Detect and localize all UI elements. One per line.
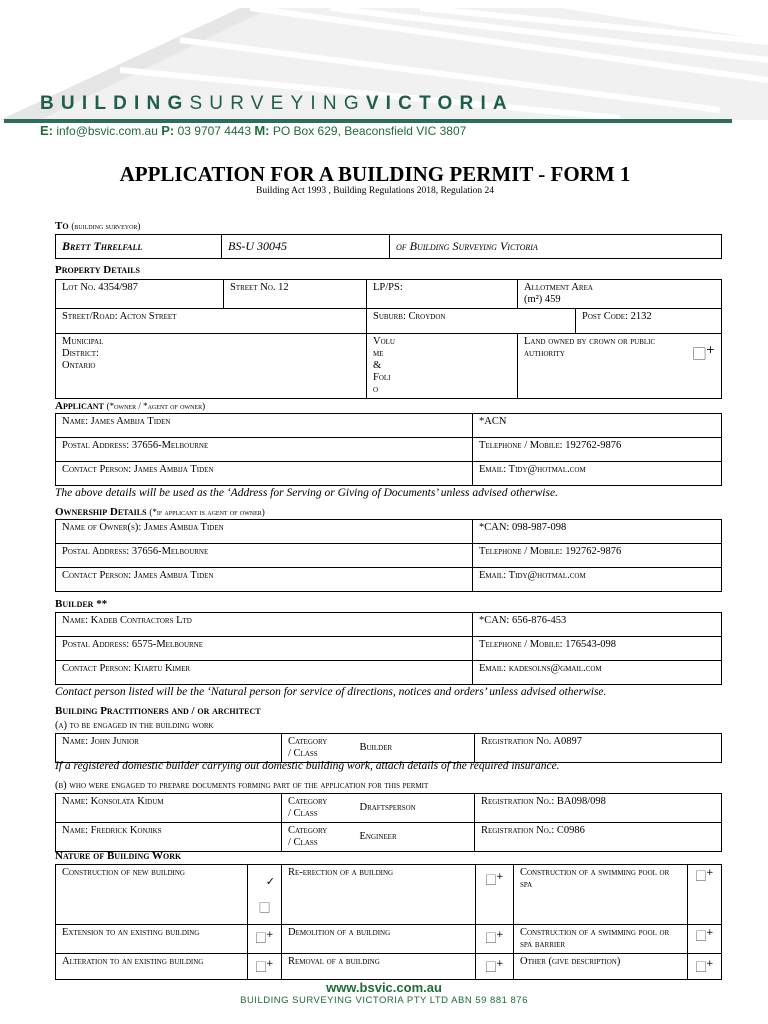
to-table bbox=[55, 234, 722, 259]
nature-pool-barrier-label: Construction of a swimming pool or spa barrier bbox=[514, 925, 688, 954]
nature-removal-label: Removal of a building bbox=[282, 954, 476, 980]
surveyor-code[interactable]: BS-U 30045 bbox=[222, 235, 390, 259]
ownership-table bbox=[55, 519, 722, 592]
builder-email-field[interactable]: Email: kadesolns@gmail.com bbox=[473, 661, 722, 685]
surveyor-company[interactable]: of Building Surveying Victoria bbox=[390, 235, 722, 259]
applicant-postal-field[interactable]: Postal Address: 37656-Melbourne bbox=[56, 438, 473, 462]
insurance-note: If a registered domestic builder carrying out domestic building work, attach details of the required insurance. bbox=[55, 760, 560, 772]
nature-other-checkbox-icon[interactable]: ⃞+ bbox=[688, 954, 722, 980]
footer-url[interactable]: www.bsvic.com.au bbox=[326, 980, 442, 995]
practitioner-a-name-field[interactable]: Name: John Junior bbox=[56, 734, 282, 763]
postcode-field[interactable]: Post Code: 2132 bbox=[576, 309, 722, 334]
nature-heading: Nature of Building Work bbox=[55, 850, 182, 862]
nature-other-label: Other (give description) bbox=[514, 954, 688, 980]
contact-line: E: info@bsvic.com.au P: 03 9707 4443 M: PO Box 629, Beaconsfield VIC 3807 bbox=[40, 123, 467, 138]
allotment-area-field[interactable]: Allotment Area (m²) 459 bbox=[518, 280, 722, 309]
street-number-field[interactable]: Street No. 12 bbox=[224, 280, 367, 309]
property-heading: Property Details bbox=[55, 264, 140, 276]
owner-postal-field[interactable]: Postal Address: 37656-Melbourne bbox=[56, 544, 473, 568]
builder-heading: Builder ** bbox=[55, 598, 108, 610]
surveyor-name[interactable]: Brett Threlfall bbox=[56, 235, 222, 259]
form-title: APPLICATION FOR A BUILDING PERMIT - FORM 1 bbox=[119, 162, 631, 186]
form-subtitle: Building Act 1993 , Building Regulations 2018, Regulation 24 bbox=[255, 186, 495, 196]
applicant-name-field[interactable]: Name: James Ambija Tiden bbox=[56, 414, 473, 438]
builder-table bbox=[55, 612, 722, 685]
nature-re-erection-label: Re-erection of a building bbox=[282, 865, 476, 925]
footer-company: BUILDING SURVEYING VICTORIA PTY LTD ABN 59 881 876 bbox=[240, 995, 528, 1006]
practitioner-b2-registration-field[interactable]: Registration No.: C0986 bbox=[475, 823, 722, 852]
practitioner-b1-name-field[interactable]: Name: Konsolata Kidum bbox=[56, 794, 282, 823]
nature-removal-checkbox-icon[interactable]: ⃞+ bbox=[476, 954, 514, 980]
street-road-field[interactable]: Street/Road: Acton Street bbox=[56, 309, 367, 334]
municipal-district-field[interactable]: Municipal District: Ontario bbox=[56, 334, 367, 399]
applicant-acn-field[interactable]: *ACN bbox=[473, 414, 722, 438]
practitioners-b-label: (b) who were engaged to prepare documents forming part of the application for this permit bbox=[55, 780, 429, 791]
practitioner-b1-category-field[interactable]: Draftsperson bbox=[354, 794, 475, 823]
builder-contact-field[interactable]: Contact Person: Kiartu Kimer bbox=[56, 661, 473, 685]
practitioner-b2-name-field[interactable]: Name: Fredrick Konjiks bbox=[56, 823, 282, 852]
nature-pool-barrier-checkbox-icon[interactable]: ⃞+ bbox=[688, 925, 722, 954]
brand-logo-text: BUILDINGSURVEYINGVICTORIA bbox=[40, 93, 514, 114]
owner-contact-field[interactable]: Contact Person: James Ambija Tiden bbox=[56, 568, 473, 592]
owner-email-field[interactable]: Email: Tidy@hotmal.com bbox=[473, 568, 722, 592]
nature-extension-label: Extension to an existing building bbox=[56, 925, 248, 954]
nature-extension-checkbox-icon[interactable]: ⃞+ bbox=[248, 925, 282, 954]
lot-number-field[interactable]: Lot No. 4354/987 bbox=[56, 280, 224, 309]
crown-land-checkbox-icon[interactable]: ⃞+ bbox=[692, 343, 715, 363]
owner-name-field[interactable]: Name of Owner(s): James Ambija Tiden bbox=[56, 520, 473, 544]
volume-folio-field[interactable]: Volu me & Foli o bbox=[367, 334, 518, 399]
address-note: The above details will be used as the ‘Address for Serving or Giving of Documents’ unless advised otherwise. bbox=[55, 487, 558, 499]
owner-can-field[interactable]: *CAN: 098-987-098 bbox=[473, 520, 722, 544]
practitioner-a-category-label: Category / Class bbox=[282, 734, 354, 763]
to-heading: To (building surveyor) bbox=[55, 220, 141, 232]
practitioner-a-registration-field[interactable]: Registration No. A0897 bbox=[475, 734, 722, 763]
nature-alteration-checkbox-icon[interactable]: ⃞+ bbox=[248, 954, 282, 980]
practitioners-b-table bbox=[55, 793, 722, 852]
builder-phone-field[interactable]: Telephone / Mobile: 176543-098 bbox=[473, 637, 722, 661]
practitioners-heading: Building Practitioners and / or architect bbox=[55, 705, 261, 717]
property-table bbox=[55, 279, 722, 399]
contact-mail: PO Box 629, Beaconsfield VIC 3807 bbox=[272, 124, 467, 138]
builder-name-field[interactable]: Name: Kadeb Contractors Ltd bbox=[56, 613, 473, 637]
practitioners-a-table bbox=[55, 733, 722, 763]
contact-email[interactable]: info@bsvic.com.au bbox=[56, 124, 158, 138]
ownership-heading: Ownership Details (*if applicant is agent of owner) bbox=[55, 506, 265, 518]
nature-new-building-checkbox[interactable] bbox=[248, 865, 282, 925]
checkmark-icon: ✓ bbox=[265, 874, 275, 888]
practitioners-a-label: (a) to be engaged in the building work bbox=[55, 720, 214, 731]
builder-can-field[interactable]: *CAN: 656-876-453 bbox=[473, 613, 722, 637]
nature-alteration-label: Alteration to an existing building bbox=[56, 954, 248, 980]
practitioner-b1-registration-field[interactable]: Registration No.: BA098/098 bbox=[475, 794, 722, 823]
practitioner-a-category-field[interactable]: Builder bbox=[354, 734, 475, 763]
nature-demolition-label: Demolition of a building bbox=[282, 925, 476, 954]
nature-pool-checkbox-icon[interactable]: ⃞+ bbox=[688, 865, 722, 925]
builder-postal-field[interactable]: Postal Address: 6575-Melbourne bbox=[56, 637, 473, 661]
applicant-heading: Applicant (*owner / *agent of owner) bbox=[55, 400, 206, 412]
contact-phone: 03 9707 4443 bbox=[177, 124, 251, 138]
crown-land-field[interactable]: Land owned by crown or public authority ⃞+ bbox=[518, 334, 722, 399]
lp-ps-field[interactable]: LP/PS: bbox=[367, 280, 518, 309]
suburb-field[interactable]: Suburb: Croydon bbox=[367, 309, 576, 334]
contact-person-note: Contact person listed will be the ‘Natural person for service of directions, notices and orders’ unless advised otherwise. bbox=[55, 686, 607, 698]
owner-phone-field[interactable]: Telephone / Mobile: 192762-9876 bbox=[473, 544, 722, 568]
practitioner-b1-category-label: Category / Class bbox=[282, 794, 354, 823]
nature-re-erection-checkbox-icon[interactable]: ⃞+ bbox=[476, 865, 514, 925]
nature-demolition-checkbox-icon[interactable]: ⃞+ bbox=[476, 925, 514, 954]
checkbox-icon: ⃞ bbox=[259, 901, 270, 914]
practitioner-b2-category-field[interactable]: Engineer bbox=[354, 823, 475, 852]
nature-new-building-label: Construction of new building bbox=[56, 865, 248, 925]
applicant-phone-field[interactable]: Telephone / Mobile: 192762-9876 bbox=[473, 438, 722, 462]
applicant-contact-field[interactable]: Contact Person: James Ambija Tiden bbox=[56, 462, 473, 486]
applicant-table bbox=[55, 413, 722, 486]
applicant-email-field[interactable]: Email: Tidy@hotmal.com bbox=[473, 462, 722, 486]
nature-pool-label: Construction of a swimming pool or spa bbox=[514, 865, 688, 925]
nature-table bbox=[55, 864, 722, 980]
practitioner-b2-category-label: Category / Class bbox=[282, 823, 354, 852]
